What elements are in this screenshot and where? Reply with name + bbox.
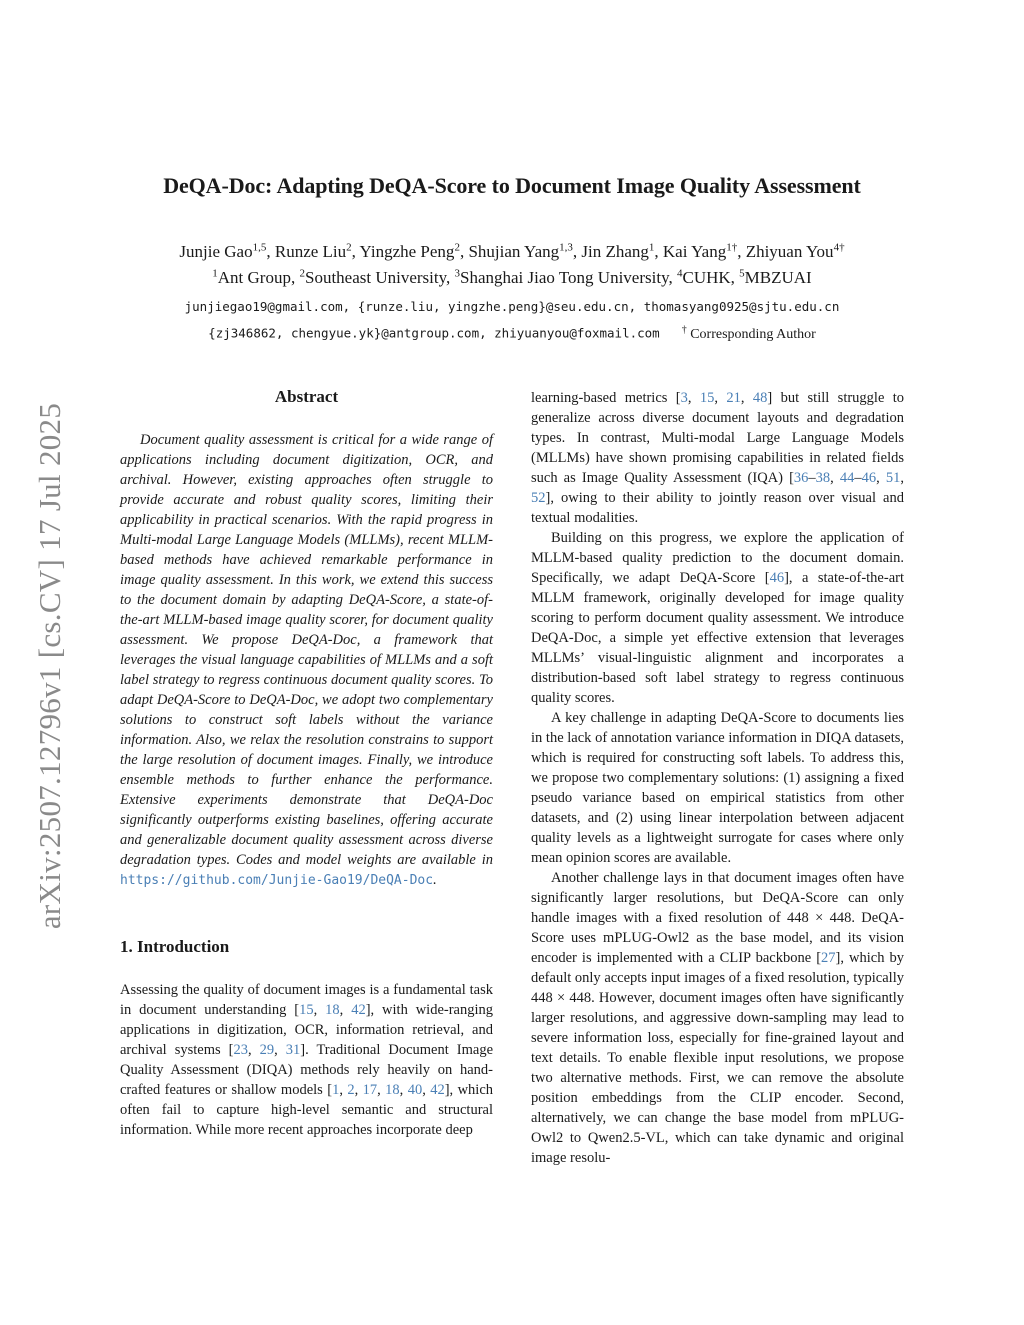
arxiv-identifier: arXiv:2507.12796v1 [cs.CV] 17 Jul 2025 xyxy=(32,402,67,930)
citation-link[interactable]: 46 xyxy=(769,570,785,586)
affiliation xyxy=(739,268,812,287)
paragraph-text: , xyxy=(422,1082,431,1098)
citation-link[interactable]: 42 xyxy=(351,1002,366,1018)
email-addresses: {zj346862, chengyue.yk}@antgroup.com, zhiyuanyou@foxmail.com xyxy=(208,325,660,341)
author xyxy=(663,242,737,261)
abstract-body-text: Document quality assessment is critical for a wide range of applications including document digitization, OCR, and archival. However, existing approaches often struggle to provide accurate and robust quality scores, limiting their applicability in practical scenarios. With the rapid progress in Multi-modal Large Language Models (MLLMs), recent MLLM-based methods have achieved remarkable performance in image quality assessment. In this work, we extend this success to the document domain by adapting DeQA-Score, a state-of-the-art MLLM-based image quality scorer, for document quality assessment. We propose DeQA-Doc, a framework that leverages the visual language capabilities of MLLMs and a soft label strategy to regress continuous document quality scores. To adapt DeQA-Score to DeQA-Doc, we adopt two complementary solutions to construct soft labels without the variance information. Also, we relax the resolution constrains to support the large resolution of document images. Finally, we introduce ensemble methods to further enhance the performance. Extensive experiments demonstrate that DeQA-Doc significantly outperforms existing baselines, offering accurate and generalizable document quality assessment across diverse degradation types. Codes and model weights are available in xyxy=(120,432,493,868)
intro-paragraph-1 xyxy=(120,980,493,1140)
abstract-end: . xyxy=(433,872,437,888)
author xyxy=(746,242,845,261)
citation-link[interactable]: 51 xyxy=(885,470,901,486)
author-name: Jin Zhang xyxy=(581,242,649,261)
paragraph-text: ], with wide-ranging applications in digitization, OCR, information retrieval, and archival systems [ xyxy=(120,1002,494,1058)
citation-link[interactable]: 1 xyxy=(332,1082,340,1098)
paragraph-text: Assessing the quality of document images is a fundamental task in document understanding [ xyxy=(120,982,493,1018)
author-affiliation-mark: 2 xyxy=(346,241,352,254)
paragraph-text: ], which often fail to capture high-level semantic and structural information. While more recent approaches incorporate deep xyxy=(120,1082,494,1138)
affiliation-mark: 2 xyxy=(299,267,305,280)
paragraph-text: , xyxy=(354,1082,363,1098)
author xyxy=(179,242,266,261)
author-name: Runze Liu xyxy=(274,242,347,261)
author xyxy=(468,242,572,261)
paragraph-text: , xyxy=(876,470,886,486)
intro-paragraph-continued xyxy=(531,388,904,528)
author-affiliation-mark: 1,3 xyxy=(559,241,573,254)
intro-paragraph-4 xyxy=(531,868,904,1168)
citation-link[interactable]: 42 xyxy=(430,1082,445,1098)
citation-link[interactable]: 15 xyxy=(299,1002,314,1018)
author-affiliation-mark: 4† xyxy=(833,241,845,254)
affiliation xyxy=(455,268,669,287)
author-name: Zhiyuan You xyxy=(745,242,834,261)
citation-link[interactable]: 3 xyxy=(680,390,688,406)
author-name: Shujian Yang xyxy=(468,242,560,261)
author-affiliation-mark: 1† xyxy=(726,241,738,254)
affiliation-name: MBZUAI xyxy=(744,268,812,287)
paragraph-text: ], owing to their ability to jointly reason over visual and textual modalities. xyxy=(531,490,904,526)
citation-link[interactable]: 40 xyxy=(407,1082,423,1098)
author-affiliation-mark: 1 xyxy=(648,241,655,254)
citation-link[interactable]: 21 xyxy=(726,390,741,406)
paragraph-text: , xyxy=(339,1002,352,1018)
abstract-text xyxy=(120,430,493,891)
author-list: Junjie Gao$^{1,5}$, Runze Liu$^2$, Yingzhe Peng$^2$, Shujian Yang$^{1,3}$, Jin Zhang$^1$, Kai Yang$^{1\dagger}$, Zhiyuan You$^{4\dagger}$ xyxy=(179,241,845,261)
paragraph-text: , xyxy=(399,1082,408,1098)
affiliation xyxy=(677,268,731,287)
paragraph-text: , xyxy=(714,390,727,406)
affiliation-mark: 1 xyxy=(212,267,218,280)
left-column xyxy=(120,385,493,1140)
corresponding-author-note xyxy=(681,324,816,342)
paragraph-text: , xyxy=(247,1042,260,1058)
code-repository-link[interactable]: https://github.com/Junjie-Gao19/DeQA-Doc xyxy=(120,873,434,888)
citation-link[interactable]: 52 xyxy=(531,490,546,506)
author-name: Yingzhe Peng xyxy=(359,242,455,261)
paper-title: DeQA-Doc: Adapting DeQA-Score to Document Image Quality Assessment xyxy=(163,173,861,198)
affiliation xyxy=(212,268,291,287)
citation-link[interactable]: 36 xyxy=(793,470,809,486)
paragraph-text: , xyxy=(740,390,753,406)
paragraph-text: ], which by default only accepts input images of a fixed resolution, typically 448 × 448. However, document images often have significantly larger resolutions, and aggressive down-sampling may lead to severe information loss, especially for fine-grained layout and text details. To enable flexible input resolutions, we propose two alternative methods. First, we can remove the absolute position embeddings from the CLIP encoder. Second, alternatively, we can change the base model from mPLUG-Owl2 to Qwen2.5-VL, which can take dynamic and original image resolu- xyxy=(531,950,905,1166)
affiliation-mark: 4 xyxy=(676,267,683,280)
citation-link[interactable]: 48 xyxy=(752,390,768,406)
author xyxy=(581,242,654,261)
paragraph-text: learning-based metrics [ xyxy=(531,390,681,406)
paragraph-text: Building on this progress, we explore the application of MLLM-based quality prediction to the document domain. Specifically, we adapt DeQA-Score [ xyxy=(531,530,904,586)
paragraph-text: , xyxy=(274,1042,286,1058)
paragraph-text: , xyxy=(313,1002,326,1018)
paragraph-text: – xyxy=(854,470,862,486)
paragraph-text: , xyxy=(830,470,840,486)
intro-paragraph-2 xyxy=(531,528,904,708)
author xyxy=(275,242,352,261)
dagger-mark: † xyxy=(681,324,687,335)
paragraph-text: , xyxy=(900,470,905,486)
paragraph-text: , xyxy=(339,1082,348,1098)
citation-link[interactable]: 38 xyxy=(815,470,831,486)
affiliation-mark: 5 xyxy=(739,267,745,280)
citation-link[interactable]: 31 xyxy=(285,1042,301,1058)
author-affiliation-mark: 2 xyxy=(454,241,460,254)
abstract-heading: Abstract xyxy=(274,387,339,406)
author-name: Junjie Gao xyxy=(179,242,253,261)
affiliation-mark: 3 xyxy=(454,267,461,280)
citation-link[interactable]: 17 xyxy=(362,1082,378,1098)
paragraph-text: , xyxy=(687,390,700,406)
right-column xyxy=(531,388,904,1168)
paragraph-text: – xyxy=(808,470,816,486)
paragraph-text: ] but still struggle to generalize across diverse document layouts and degradation types. In contrast, Multi-modal Large Language Models (MLLMs) have shown promising capabilities in related fields such as Image Quality Assessment (IQA) [ xyxy=(531,390,905,486)
citation-link[interactable]: 18 xyxy=(385,1082,400,1098)
affiliation-name: CUHK xyxy=(682,268,731,287)
affiliation-list: $^1$Ant Group, $^2$Southeast University, $^3$Shanghai Jiao Tong University, $^4$CUHK, $^5$MBZUAI xyxy=(212,267,812,287)
affiliation-name: Southeast University xyxy=(304,268,447,287)
citation-link[interactable]: 23 xyxy=(233,1042,248,1058)
corresponding-author-label: Corresponding Author xyxy=(690,326,816,342)
email-line-1: junjiegao19@gmail.com, {runze.liu, yingzhe.peng}@seu.edu.cn, thomasyang0925@sjtu.edu.cn xyxy=(184,299,840,314)
affiliation xyxy=(299,268,446,287)
citation-link[interactable]: 15 xyxy=(699,390,715,406)
email-line-2 xyxy=(40,321,984,344)
citation-link[interactable]: 29 xyxy=(259,1042,275,1058)
paragraph-text: , xyxy=(377,1082,386,1098)
citation-link[interactable]: 46 xyxy=(861,470,877,486)
affiliation-name: Ant Group xyxy=(217,268,291,287)
affiliation-name: Shanghai Jiao Tong University xyxy=(460,268,669,287)
intro-paragraph-3: A key challenge in adapting DeQA-Score to documents lies in the lack of annotation variance information in DIQA datasets, which is required for constructing soft labels. To address this, we propose two complementary solutions: (1) assigning a fixed pseudo variance based on empirical statistics from other datasets, and (2) using linear interpolation between adjacent quality levels as a lightweight surrogate for cases where only mean opinion scores are available. xyxy=(531,710,904,866)
author-affiliation-mark: 1,5 xyxy=(252,241,267,254)
paragraph-text: ], a state-of-the-art MLLM framework, originally developed for image quality scoring to perform document quality assessment. We introduce DeQA-Doc, a simple yet effective extension that leverages MLLMs’ visual-linguistic alignment and incorporates a distribution-based soft label strategy to regress continuous quality scores. xyxy=(531,570,904,706)
citation-link[interactable]: 27 xyxy=(821,950,836,966)
author xyxy=(360,242,460,261)
citation-link[interactable]: 2 xyxy=(347,1082,355,1098)
citation-link[interactable]: 44 xyxy=(839,470,855,486)
section-heading-introduction: 1. Introduction xyxy=(120,937,230,956)
paragraph-text: ]. Traditional Document Image Quality Assessment (DIQA) methods rely heavily on hand-crafted features or shallow models [ xyxy=(120,1042,494,1098)
paragraph-text: Another challenge lays in that document images often have significantly larger resolutions, but DeQA-Score can only handle images with a fixed resolution of 448 × 448. DeQA-Score uses mPLUG-Owl2 as the base model, and its vision encoder is implemented with a CLIP backbone [ xyxy=(531,870,904,966)
author-name: Kai Yang xyxy=(662,242,727,261)
citation-link[interactable]: 18 xyxy=(325,1002,340,1018)
